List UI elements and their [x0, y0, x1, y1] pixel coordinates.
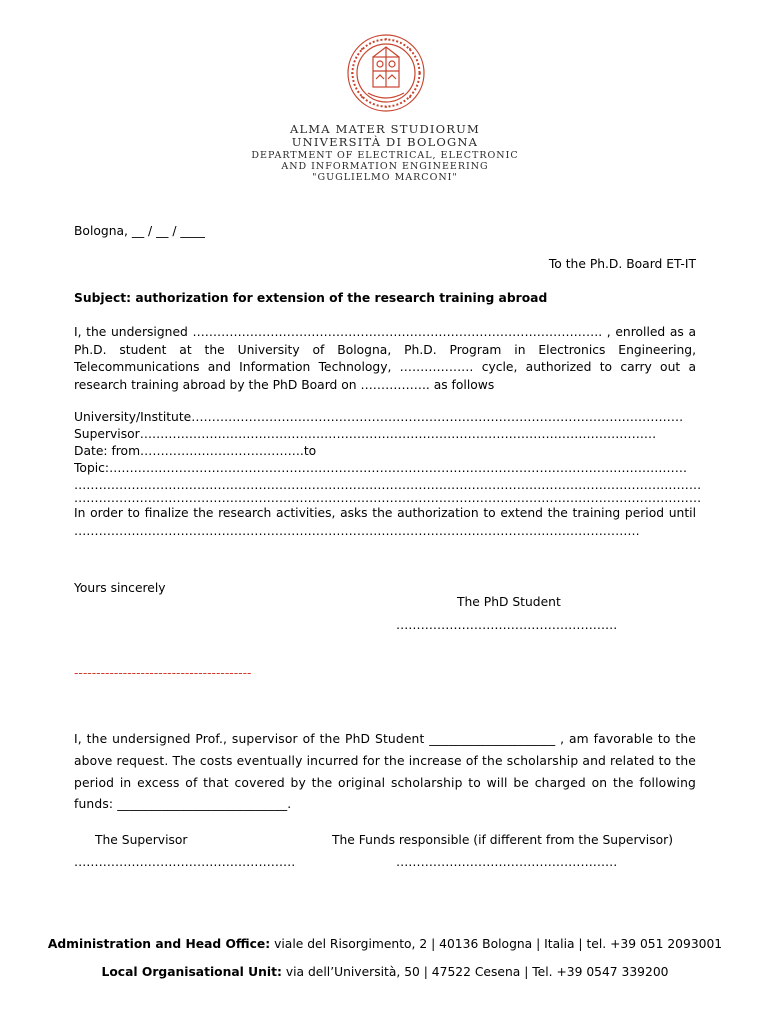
- university-field: University/Institute…………………………………………………………………………………………………………: [74, 410, 684, 424]
- supervisor-signature-line: ………………………………………………: [74, 855, 296, 869]
- footer-local-text: via dell’Università, 50 | 47522 Cesena | Tel. +39 0547 339200: [281, 965, 669, 979]
- footer-local-label: Local Organisational Unit:: [101, 965, 282, 979]
- department-line-2: AND INFORMATION ENGINEERING: [281, 161, 489, 172]
- student-signature-line: ………………………………………………: [396, 618, 618, 632]
- footer-admin-label: Administration and Head Office:: [47, 937, 271, 951]
- topic-continuation-1: ………………………………………………………………………………………………………………………………………: [74, 478, 702, 492]
- section-separator: ----------------------------------------: [74, 666, 252, 680]
- footer-admin-text: viale del Risorgimento, 2 | 40136 Bologna | Italia | tel. +39 051 2093001: [270, 937, 723, 951]
- date-line: Bologna, __ / __ / ____: [74, 224, 205, 238]
- intro-paragraph: I, the undersigned ………………………………………………………………………………………. , enrolled as a Ph.D. student at the University of Bologna, Ph.D. Program in Electronics Engineering, Telecommunications and Information Technology, ……………… cycle, authorized to carry out a research training abroad by the PhD Board on …………….. as follows: [74, 325, 696, 392]
- request-paragraph: In order to finalize the research activities, asks the authorization to extend the training period until …………………………………………………………………………………………………………………………: [74, 506, 696, 538]
- university-seal-logo: [340, 33, 432, 113]
- department-line-1: DEPARTMENT OF ELECTRICAL, ELECTRONIC: [251, 150, 519, 161]
- footer-admin: [0, 938, 770, 952]
- supervisor-approval-paragraph: I, the undersigned Prof., supervisor of the PhD Student ____________________ , am favorable to the above request. The costs eventually incurred for the increase of the scholarship and related to the period in excess of that covered by the original scholarship to will be charged on the following funds: ___________________________.: [74, 732, 696, 812]
- recipient: To the Ph.D. Board ET-IT: [548, 257, 696, 271]
- supervisor-field: Supervisor………………………………………………………………………………………………………………: [74, 427, 657, 441]
- subject-line: Subject: authorization for extension of the research training abroad: [74, 291, 548, 305]
- department-name: [0, 150, 770, 183]
- institution-name: ALMA MATER STUDIORUM: [289, 122, 481, 136]
- topic-field: Topic:……………………………………………………………………………………………………………………………: [74, 461, 688, 475]
- closing: Yours sincerely: [74, 581, 166, 595]
- supervisor-label: The Supervisor: [95, 833, 188, 847]
- date-range-field: Date: from………………………………….to: [74, 444, 317, 458]
- footer-local: [0, 966, 770, 980]
- funds-signature-line: ………………………………………………: [396, 855, 618, 869]
- university-name: UNIVERSITÀ DI BOLOGNA: [291, 135, 479, 149]
- funds-responsible-label: The Funds responsible (if different from the Supervisor): [332, 833, 673, 847]
- department-line-3: "GUGLIELMO MARCONI": [312, 172, 458, 183]
- topic-continuation-2: ………………………………………………………………………………………………………………………………………: [74, 491, 702, 505]
- student-label: The PhD Student: [457, 595, 561, 609]
